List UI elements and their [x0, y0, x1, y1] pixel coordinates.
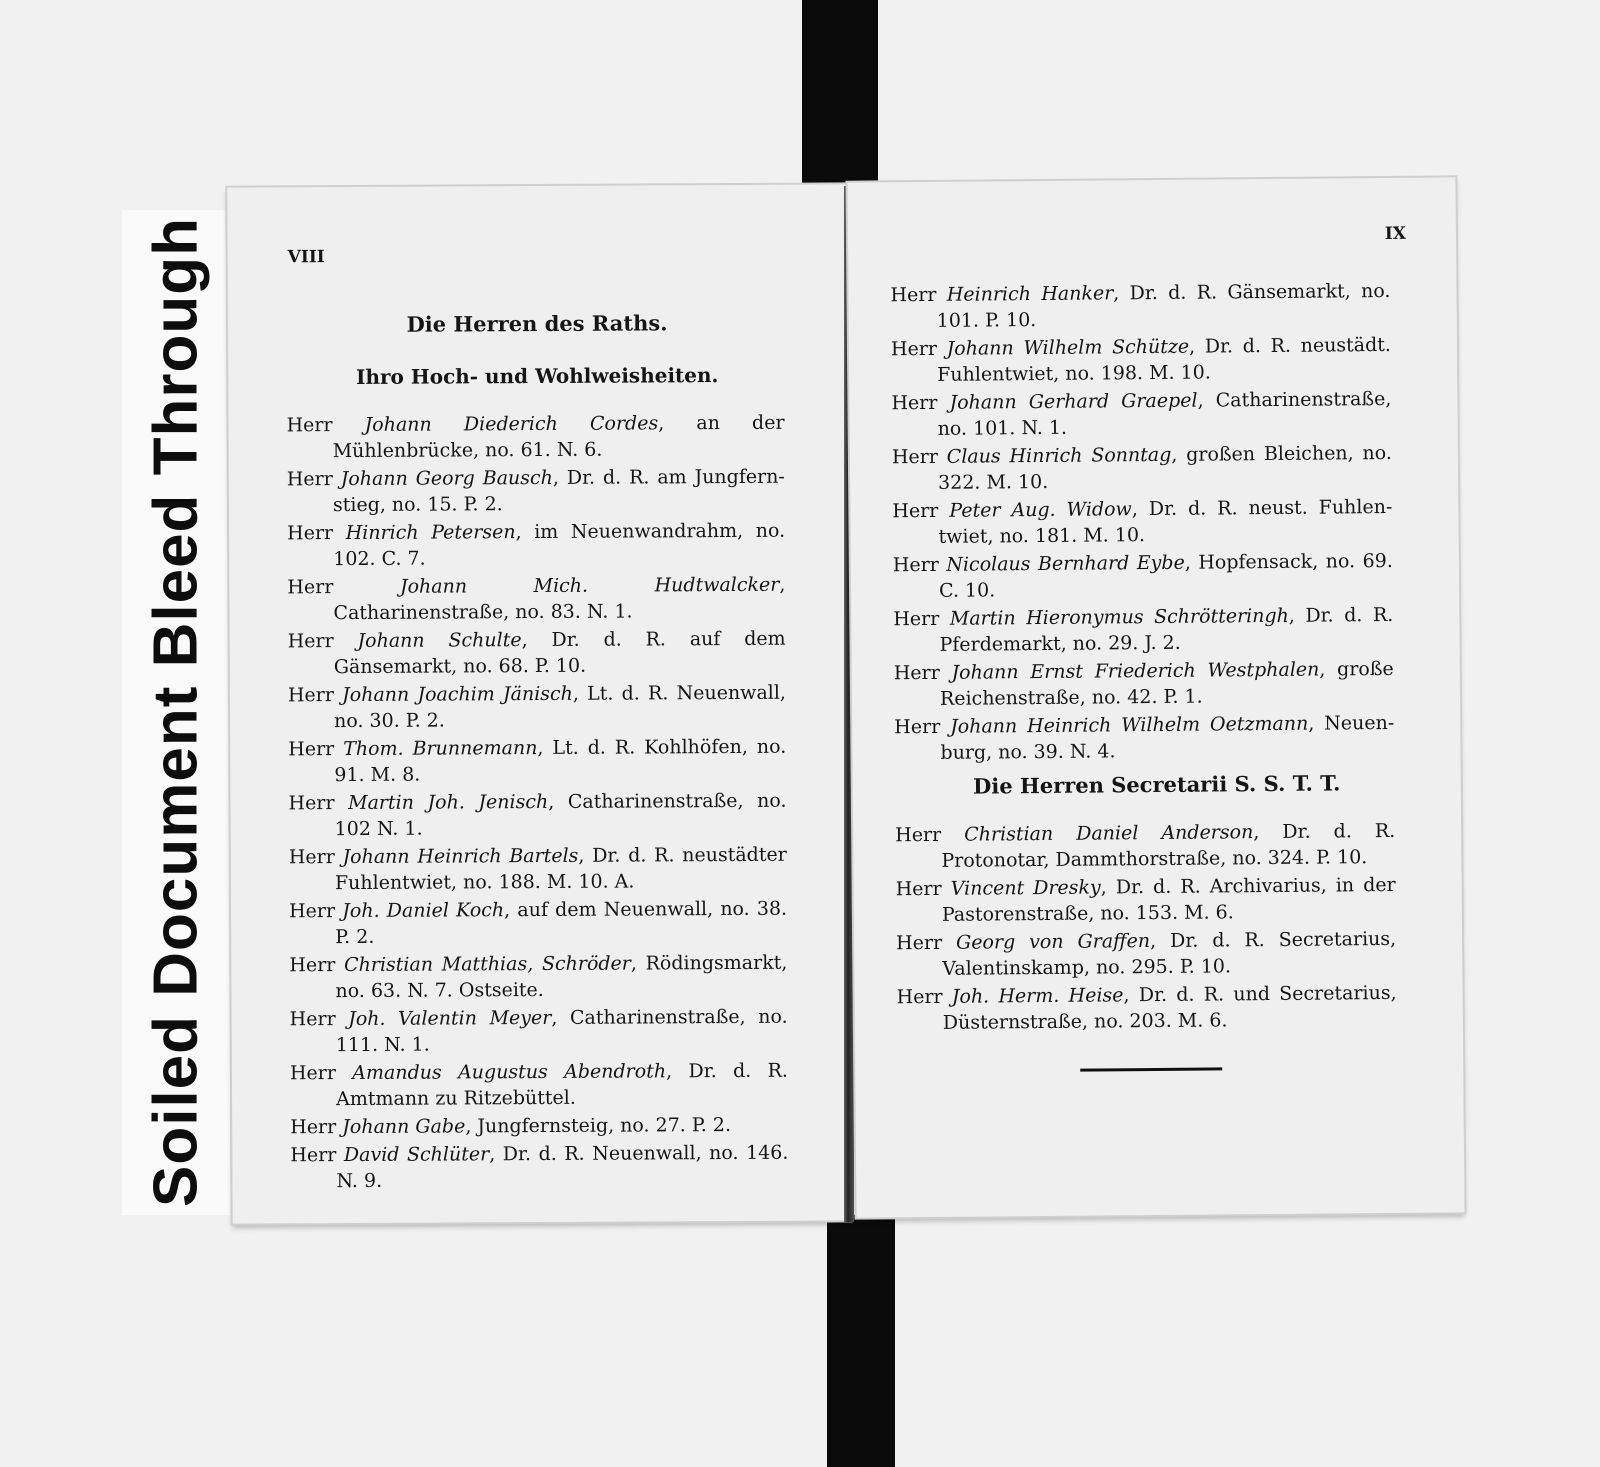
entry-details: , Dr. d. R. am Jungfern-stieg, no. 15. P. 2.: [332, 465, 785, 517]
entry-name: Johann Joachim Jänisch: [342, 682, 573, 707]
entry-details: , Dr. d. R. neustädt. Fuhlentwiet, no. 198. M. 10.: [937, 333, 1392, 386]
entry-details: , Catharinenstraße, no. 111. N. 1.: [335, 1005, 788, 1057]
council-entry: [287, 518, 785, 573]
entry-prefix: Herr: [894, 715, 941, 739]
entry-name: Johann Heinrich Bartels: [342, 844, 579, 869]
entry-name: Johann Georg Bausch: [340, 466, 553, 491]
entry-details: , Catharinenstraße, no. 101. N. 1.: [937, 387, 1392, 440]
entry-details: , Jungfernsteig, no. 27. P. 2.: [465, 1114, 732, 1138]
entry-name: Georg von Graffen: [955, 930, 1151, 954]
entry-prefix: Herr: [290, 1116, 337, 1139]
entry-name: Johann Mich. Hudtwalcker: [399, 573, 780, 598]
council-entry: [288, 680, 786, 735]
entry-details: , Hopfensack, no. 69. C. 10.: [938, 549, 1393, 602]
entry-details: , Dr. d. R. Pferdemarkt, no. 29. J. 2.: [939, 603, 1394, 656]
entry-prefix: Herr: [893, 607, 940, 631]
entry-prefix: Herr: [288, 792, 335, 815]
entry-prefix: Herr: [890, 337, 938, 361]
council-entry: [891, 386, 1391, 442]
entry-prefix: Herr: [895, 823, 942, 847]
entry-details: , großen Bleichen, no. 322. M. 10.: [938, 441, 1392, 494]
entry-name: Johann Gabe: [342, 1115, 466, 1139]
entry-details: , Dr. d. R. Protonotar, Dammthorstraße, no. 324. P. 10.: [941, 819, 1396, 872]
council-entry: [289, 950, 787, 1005]
entry-name: Joh. Herm. Heise: [951, 984, 1124, 1008]
entry-prefix: Herr: [891, 391, 938, 415]
council-entry: [890, 278, 1390, 334]
entry-details: , im Neuenwandrahm, no. 102. C. 7.: [333, 519, 786, 571]
secretaries-list: [895, 818, 1397, 1038]
secretary-entry: [896, 872, 1396, 928]
council-entry: [287, 572, 785, 627]
council-subheading: Ihro Hoch- und Wohlweisheiten.: [356, 363, 719, 389]
council-heading: Die Herren des Raths.: [406, 310, 668, 337]
entry-details: , Dr. d. R. neust. Fuhlen-twiet, no. 181. M. 10.: [938, 495, 1393, 548]
entry-prefix: Herr: [895, 877, 942, 901]
entry-prefix: Herr: [891, 445, 938, 469]
entry-prefix: Herr: [892, 499, 939, 523]
entry-details: , Dr. d. R. Archivarius, in der Pastorenstraße, no. 153. M. 6.: [941, 873, 1396, 926]
entry-prefix: Herr: [287, 522, 334, 545]
entry-name: Hinrich Petersen: [345, 521, 516, 545]
entry-prefix: Herr: [892, 553, 939, 577]
council-entry: [288, 788, 786, 843]
entry-name: Martin Hieronymus Schrötteringh: [949, 604, 1289, 630]
entry-details: , auf dem Neuenwall, no. 38. P. 2.: [335, 897, 788, 949]
entry-prefix: Herr: [287, 630, 334, 653]
entry-details: , Neuen-burg, no. 39. N. 4.: [940, 711, 1395, 764]
secretaries-heading: Die Herren Secretarii S. S. T. T.: [972, 770, 1341, 799]
stamp-label: Soiled Document Bleed Through: [141, 216, 211, 1208]
council-entry: [892, 494, 1392, 550]
binding-strap-top: [802, 0, 878, 195]
council-entry: [892, 440, 1392, 496]
entry-prefix: Herr: [288, 738, 335, 761]
binding-strap-bottom: [827, 1215, 895, 1467]
entry-name: Heinrich Hanker: [946, 282, 1114, 306]
entry-name: Martin Joh. Jenisch: [348, 790, 549, 815]
entry-prefix: Herr: [896, 985, 943, 1009]
council-entry: [287, 464, 785, 519]
entry-name: Johann Diederich Cordes: [364, 412, 659, 436]
entry-details: , Dr. d. R. Gänsemarkt, no. 101. P. 10.: [936, 279, 1391, 332]
left-page: [227, 184, 850, 1223]
entry-name: Claus Hinrich Sonntag: [946, 443, 1172, 468]
entry-details: , Lt. d. R. Neuenwall, no. 30. P. 2.: [334, 681, 787, 733]
entry-details: , Dr. d. R. Neuenwall, no. 146. N. 9.: [336, 1141, 789, 1193]
entry-details: , Dr. d. R. auf dem Gänsemarkt, no. 68. P. 10.: [333, 627, 786, 679]
entry-name: Peter Aug. Widow: [949, 498, 1132, 522]
entry-name: Johann Ernst Friederich Westphalen: [951, 658, 1320, 684]
entry-prefix: Herr: [287, 576, 334, 599]
entry-name: Joh. Daniel Koch: [342, 899, 505, 923]
entry-name: Vincent Dresky: [950, 876, 1101, 900]
entry-name: David Schlüter: [343, 1143, 490, 1167]
entry-name: Amandus Augustus Abendroth: [352, 1060, 667, 1084]
entry-details: , Lt. d. R. Kohlhöfen, no. 91. M. 8.: [334, 735, 787, 787]
council-entry: [893, 602, 1393, 658]
entry-name: Nicolaus Bernhard Eybe: [946, 551, 1185, 576]
entry-prefix: Herr: [289, 1008, 336, 1031]
council-entry: [288, 734, 786, 789]
entry-prefix: Herr: [287, 684, 334, 707]
entry-prefix: Herr: [890, 283, 937, 307]
entry-prefix: Herr: [289, 954, 336, 977]
entry-name: Christian Matthias, Schröder: [344, 952, 631, 977]
council-entry: [290, 1004, 788, 1059]
council-entry: [894, 656, 1394, 712]
closing-rule: [1080, 1067, 1222, 1071]
entry-prefix: Herr: [896, 931, 943, 955]
secretary-entry: [896, 926, 1396, 982]
entry-name: Joh. Valentin Meyer: [348, 1006, 552, 1031]
entry-details: , Dr. d. R. und Secretarius, Düsternstraße, no. 203. M. 6.: [942, 981, 1397, 1034]
entry-prefix: Herr: [288, 846, 335, 869]
council-entry: [290, 1140, 788, 1195]
council-entry: [286, 410, 784, 465]
council-entry: [288, 626, 786, 681]
entry-details: , Dr. d. R. neustädter Fuhlentwiet, no. 188. M. 10. A.: [334, 843, 787, 895]
entry-name: Christian Daniel Anderson: [964, 821, 1254, 846]
page-number-right: IX: [1384, 223, 1407, 244]
right-page: [847, 177, 1464, 1217]
entry-prefix: Herr: [289, 1062, 336, 1085]
council-entry: [290, 1058, 788, 1113]
entry-name: Johann Wilhelm Schütze: [946, 335, 1190, 360]
council-entry: [893, 548, 1393, 604]
entry-prefix: Herr: [893, 661, 940, 685]
entry-prefix: Herr: [289, 900, 336, 923]
council-entry: [891, 332, 1391, 388]
entry-details: , an der Mühlenbrücke, no. 61. N. 6.: [332, 411, 785, 463]
entry-prefix: Herr: [286, 468, 333, 491]
council-entry: [894, 710, 1394, 766]
secretary-entry: [895, 818, 1395, 874]
council-list-continued: [890, 278, 1394, 768]
council-entry: [289, 842, 787, 897]
council-entry: [290, 1112, 788, 1141]
entry-details: , Dr. d. R. Secretarius, Valentinskamp, no. 295. P. 10.: [942, 927, 1397, 980]
entry-details: , Catharinenstraße, no. 83. N. 1.: [333, 573, 786, 625]
secretary-entry: [896, 980, 1396, 1036]
council-entry: [289, 896, 787, 951]
entry-name: Johann Schulte: [357, 629, 522, 652]
entry-prefix: Herr: [290, 1144, 337, 1167]
entry-details: , Dr. d. R. Amtmann zu Ritzebüttel.: [336, 1059, 788, 1111]
entry-name: Johann Heinrich Wilhelm Oetzmann: [950, 712, 1309, 738]
page-number-left: VIII: [287, 247, 325, 268]
entry-details: , große Reichenstraße, no. 42. P. 1.: [939, 657, 1394, 710]
entry-details: , Rödingsmarkt, no. 63. N. 7. Ostseite.: [335, 951, 788, 1003]
entry-prefix: Herr: [286, 414, 333, 437]
entry-name: Thom. Brunnemann: [343, 737, 538, 761]
entry-details: , Catharinenstraße, no. 102 N. 1.: [334, 789, 787, 841]
council-list: [286, 410, 788, 1197]
entry-name: Johann Gerhard Graepel: [949, 389, 1198, 414]
